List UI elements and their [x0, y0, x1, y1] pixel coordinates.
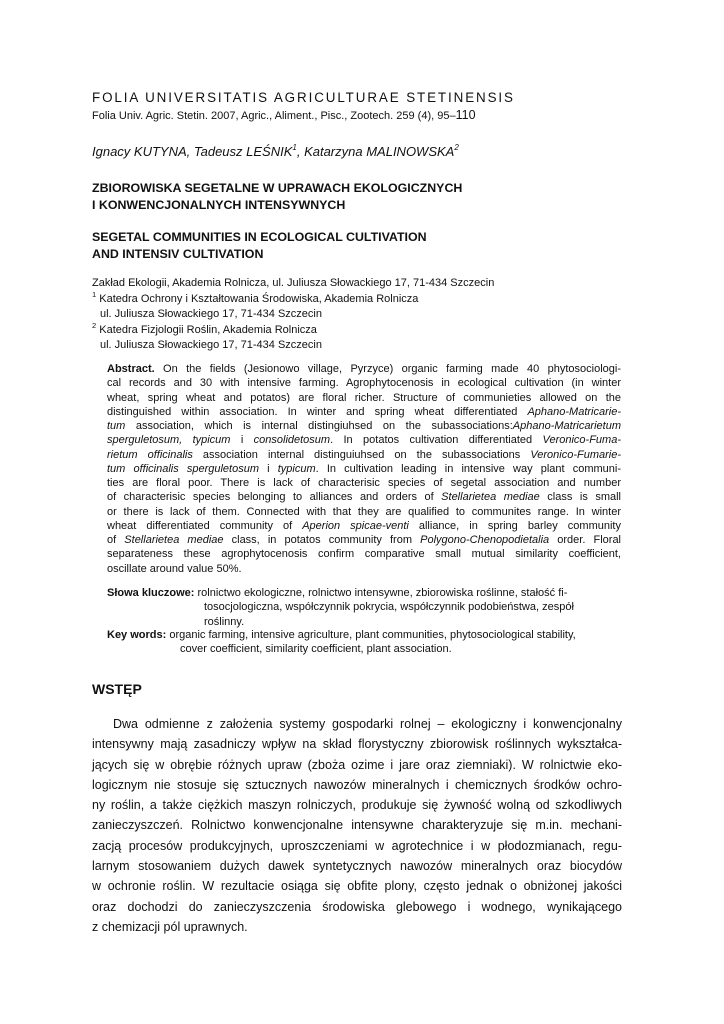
author-affil-sup-2: 2 — [454, 143, 459, 152]
abstract-text: class, in potatos community from — [223, 534, 421, 546]
abstract-line: oscillate around value 50%. — [107, 562, 242, 575]
abstract — [107, 362, 621, 576]
journal-name: FOLIA UNIVERSITATIS AGRICULTURAE STETINENSIS — [92, 90, 515, 105]
abstract-line — [107, 462, 621, 476]
affiliation-line: ul. Juliusza Słowackiego 17, 71-434 Szczecin — [100, 339, 322, 352]
journal-citation — [92, 108, 476, 122]
keywords-line: cover coefficient, similarity coefficient, plant association. — [180, 643, 452, 656]
author-names-2: , Katarzyna MALINOWSKA — [296, 144, 455, 159]
abstract-text: alliance, in spring barley community — [408, 519, 621, 532]
abstract-line — [107, 405, 621, 419]
keywords-line: roślinny. — [204, 615, 245, 628]
abstract-line — [107, 533, 621, 547]
abstract-line: wheat, spring wheat and potatos) are floral richer. Structure of communieties allowed on the — [107, 391, 621, 404]
section-heading: WSTĘP — [92, 681, 142, 697]
keywords-english — [107, 628, 576, 657]
paragraph-line: intensywny mają zasadniczy wpływ na skład florystyczny zbiorowisk roślinnych wykształca- — [92, 737, 622, 752]
abstract-line: ties are floral poor. There is lack of characterisic species of segetal association and number — [107, 477, 621, 489]
title-english-line: SEGETAL COMMUNITIES IN ECOLOGICAL CULTIVATION — [92, 230, 427, 244]
keywords-polish — [107, 586, 574, 629]
title-polish-line: ZBIOROWISKA SEGETALNE W UPRAWACH EKOLOGICZNYCH — [92, 181, 463, 195]
keywords-line: tosocjologiczna, współczynnik pokrycia, współczynnik podobieństwa, zespół — [204, 601, 574, 614]
paragraph-line: w ochronie roślin. W rezultacie osiąga się obfite plony, często jednak o obniżonej jakości — [92, 879, 622, 894]
abstract-species: tum — [107, 420, 126, 432]
citation-last-page: 110 — [455, 108, 476, 122]
abstract-text: i — [259, 462, 278, 475]
keywords-label: Słowa kluczowe: — [107, 587, 195, 599]
keywords-line — [107, 586, 574, 600]
affiliation-text: Katedra Fizjologii Roślin, Akademia Rolnicza — [99, 323, 317, 336]
title-english-line: AND INTENSIV CULTIVATION — [92, 247, 264, 261]
abstract-text: i — [230, 434, 254, 447]
abstract-species: Veronico-Fumarie- — [530, 448, 621, 461]
paragraph-line: Dwa odmienne z założenia systemy gospodarki rolnej – ekologiczny i konwencjonalny — [113, 717, 622, 731]
abstract-species: Aperion spicae-venti — [302, 519, 409, 532]
abstract-species: Stellarietea mediae — [441, 491, 540, 504]
paragraph-line: logicznym nie stosuje się sztucznych nawozów mineralnych i chemicznych środków ochro- — [92, 777, 622, 792]
abstract-line — [107, 362, 621, 376]
abstract-species: tum officinalis sperguletosum — [107, 462, 259, 475]
abstract-species: sperguletosum, typicum — [107, 434, 231, 447]
abstract-line: or there is lack of them. Connected with that they are qualified to communites range. In winter — [107, 505, 621, 518]
author-names-1: Ignacy KUTYNA, Tadeusz LEŚNIK — [92, 144, 293, 159]
title-polish-line: I KONWENCJONALNYCH INTENSYWNYCH — [92, 198, 346, 212]
abstract-text: of — [107, 534, 125, 546]
title-polish — [92, 180, 462, 214]
keywords-label: Key words: — [107, 629, 167, 641]
abstract-text: of characterisic species belonging to alliances and orders of — [107, 491, 442, 504]
author-affil-sup-1: 1 — [292, 143, 297, 152]
abstract-text: . In cultivation leading in intensive way plant communi- — [315, 462, 621, 475]
affiliation-line: ul. Juliusza Słowackiego 17, 71-434 Szczecin — [100, 308, 322, 321]
abstract-line — [107, 519, 621, 533]
abstract-text: association internal distinguiuhsed on the subassociations — [192, 448, 531, 461]
abstract-species: Aphano-Matricarietum — [512, 420, 621, 432]
paragraph-line: larnym stosowaniem dużych dawek syntetycznych nawozów mineralnych oraz biocydów — [92, 859, 622, 874]
affiliation-line — [92, 289, 494, 308]
paragraph-line: ny roślin, a także ciężkich maszyn rolniczych, produkuje się żywność wolną od szkodliwych — [92, 798, 622, 813]
affiliation-sup: 1 — [92, 289, 97, 299]
abstract-species: consolidetosum — [253, 434, 331, 447]
abstract-species: typicum — [277, 462, 316, 475]
abstract-line — [107, 448, 621, 462]
affiliations — [92, 276, 494, 354]
paragraph-line: z chemizacji pól uprawnych. — [92, 919, 248, 934]
affiliation-line — [92, 320, 494, 339]
abstract-text: association, which is internal distingiuhsed on the subassociations: — [125, 420, 513, 432]
abstract-text: distinguished within association. In winter and spring wheat differentiated — [107, 405, 528, 418]
abstract-text: On the fields (Jesionowo village, Pyrzyce) organic farming made 40 phytosociologi- — [154, 363, 621, 375]
affiliation-sup: 2 — [92, 320, 97, 330]
abstract-text: wheat differentiated community of — [107, 519, 303, 532]
title-english — [92, 229, 427, 263]
abstract-line — [107, 490, 621, 504]
abstract-line — [107, 433, 621, 447]
paragraph-line: zanieczyszczeń. Rolnictwo konwencjonalne intensywne charakteryzuje się m.in. mechani- — [92, 818, 622, 833]
author-list — [92, 144, 459, 159]
paragraph-line: oraz dochodzi do zanieczyszczenia środowiska glebowego i wodnego, wynikającego — [92, 899, 622, 914]
abstract-species: Stellarietea mediae — [124, 534, 224, 546]
affiliation-line: Zakład Ekologii, Akademia Rolnicza, ul. Juliusza Słowackiego 17, 71-434 Szczecin — [92, 277, 495, 289]
abstract-species: rietum officinalis — [107, 448, 193, 461]
paragraph-line: zacją procesów produkcyjnych, uproszczeniami w agrotechnice i w płodozmianach, regu- — [92, 838, 622, 853]
abstract-text: order. Floral — [549, 534, 622, 546]
abstract-text: . In potatos cultivation differentiated — [330, 434, 543, 447]
abstract-line: cal records and 30 with intensive farming. Agrophytocenosis in ecological cultivation (in winter — [107, 377, 621, 390]
paragraph-line: jących się w obrębie różnych upraw (zboża ozime i jare oraz ziemniaki). W rolnictwie eko- — [92, 757, 622, 772]
abstract-species: Aphano-Matricarie- — [527, 405, 621, 418]
intro-paragraph — [92, 714, 622, 937]
abstract-species: Polygono-Chenopodietalia — [420, 534, 550, 546]
citation-text: Folia Univ. Agric. Stetin. 2007, Agric., Aliment., Pisc., Zootech. 259 (4), 95– — [92, 110, 456, 122]
keywords-text: organic farming, intensive agriculture, plant communities, phytosociological stability, — [166, 629, 576, 641]
keywords-line — [107, 628, 576, 642]
keywords-text: rolnictwo ekologiczne, rolnictwo intensywne, zbiorowiska roślinne, stałość fi- — [194, 587, 568, 599]
abstract-label: Abstract. — [107, 363, 155, 375]
affiliation-text: Katedra Ochrony i Kształtowania Środowiska, Akademia Rolnicza — [99, 292, 419, 305]
abstract-line: separateness these agrophytocenosis confirm comparative small mutual similarity coefficient, — [107, 548, 621, 561]
abstract-line — [107, 419, 621, 433]
abstract-text: class is small — [539, 491, 621, 504]
abstract-species: Veronico-Fuma- — [542, 434, 621, 447]
